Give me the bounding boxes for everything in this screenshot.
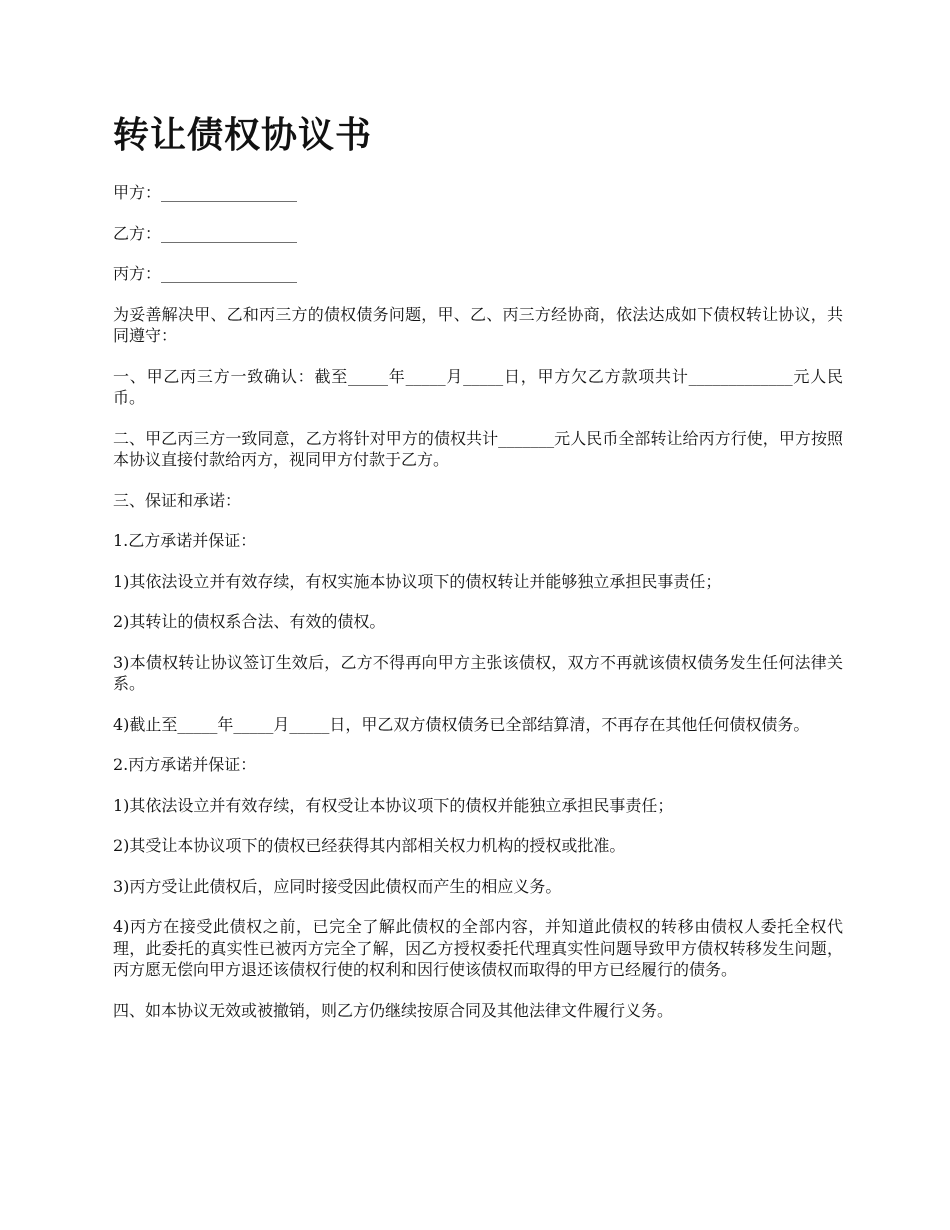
party-c-warranty-heading: 2.丙方承诺并保证： xyxy=(113,755,257,774)
party-b-warranty-item: 1)其依法设立并有效存续，有权实施本协议项下的债权转让并能够独立承担民事责任； xyxy=(113,571,722,591)
party-c-warranty-item: 3)丙方受让此债权后，应同时接受因此债权而产生的相应义务。 xyxy=(113,876,562,896)
clause-4-paragraph: 四、如本协议无效或被撤销，则乙方仍继续按原合同及其他法律文件履行义务。 xyxy=(113,1000,674,1020)
party-c-line: 丙方：_________________ xyxy=(113,264,298,283)
party-b-warranty-item: 2)其转让的债权系合法、有效的债权。 xyxy=(113,612,386,631)
party-b-warranty-item: 3)本债权转让协议签订生效后，乙方不得再向甲方主张该债权，双方不再就该债权债务发生任何法律关系。 xyxy=(113,652,843,693)
party-c-warranty-item: 1)其依法设立并有效存续，有权受让本协议项下的债权并能独立承担民事责任； xyxy=(113,795,674,815)
party-c-warranty-item: 2)其受让本协议项下的债权已经获得其内部相关权力机构的授权或批准。 xyxy=(113,836,626,855)
party-a-line: 甲方：_________________ xyxy=(113,183,298,202)
party-b-warranty-item: 4)截止至_____年_____月_____日，甲乙双方债权债务已全部结算清，不再存在其他任何债权债务。 xyxy=(113,714,810,734)
party-b-warranty-heading: 1.乙方承诺并保证： xyxy=(113,531,257,550)
document-title: 转让债权协议书 xyxy=(113,115,373,156)
party-b-line: 乙方：_________________ xyxy=(113,223,298,243)
clause-3-heading: 三、保证和承诺： xyxy=(113,490,242,510)
party-c-warranty-item: 4)丙方在接受此债权之前，已完全了解此债权的全部内容，并知道此债权的转移由债权人委托全权代理，此委托的真实性已被丙方完全了解，因乙方授权委托代理真实性问题导致甲方债权转移发生问题，丙方愿无偿向甲方退还该债权行使的权利和因行使该债权而取得的甲方已经履行的债务。 xyxy=(113,917,843,979)
clause-1-paragraph: 一、甲乙丙三方一致确认：截至_____年_____月_____日，甲方欠乙方款项共计_____________元人民币。 xyxy=(113,366,843,407)
clause-2-paragraph: 二、甲乙丙三方一致同意，乙方将针对甲方的债权共计_______元人民币全部转让给丙方行使，甲方按照本协议直接付款给丙方，视同甲方付款于乙方。 xyxy=(113,428,843,469)
preamble-paragraph: 为妥善解决甲、乙和丙三方的债权债务问题，甲、乙、丙三方经协商，依法达成如下债权转让协议，共同遵守： xyxy=(113,304,843,345)
document-page xyxy=(113,110,843,1040)
